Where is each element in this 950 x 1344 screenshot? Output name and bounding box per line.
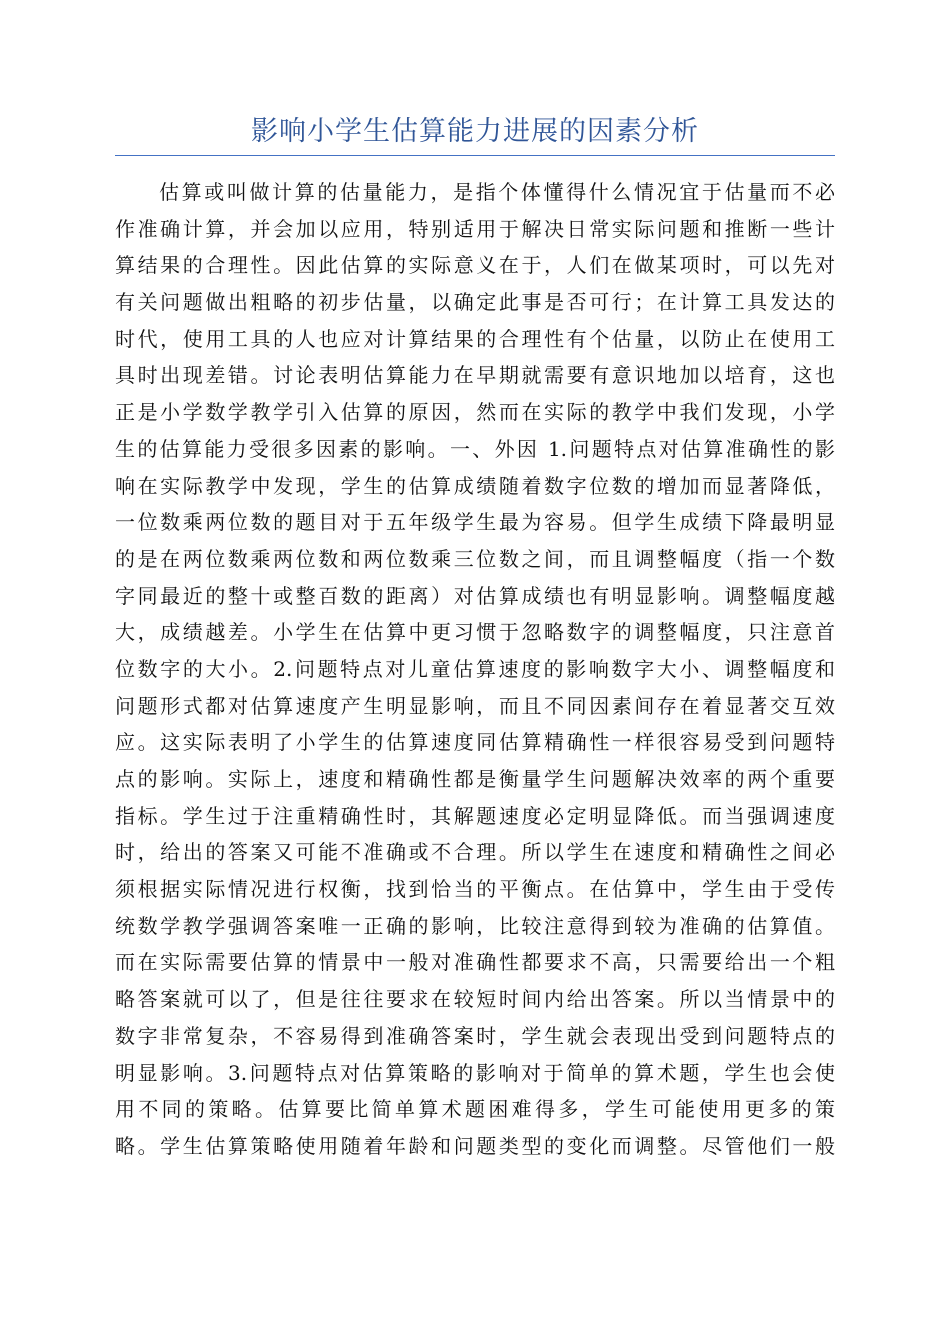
body-line: 生的估算能力受很多因素的影响。一、外因 1.问题特点对估算准确性的影 bbox=[115, 436, 835, 461]
body-line: 时代，使用工具的人也应对计算结果的合理性有个估量，以防止在使用工 bbox=[115, 326, 835, 351]
body-line: 算结果的合理性。因此估算的实际意义在于，人们在做某项时，可以先对 bbox=[115, 253, 835, 278]
body-line: 大，成绩越差。小学生在估算中更习惯于忽略数字的调整幅度，只注意首 bbox=[115, 620, 835, 645]
title-underline bbox=[115, 155, 835, 156]
body-line: 数字非常复杂，不容易得到准确答案时，学生就会表现出受到问题特点的 bbox=[115, 1023, 835, 1048]
body-line: 有关问题做出粗略的初步估量，以确定此事是否可行；在计算工具发达的 bbox=[115, 290, 835, 315]
body-line: 略。学生估算策略使用随着年龄和问题类型的变化而调整。尽管他们一般 bbox=[115, 1133, 835, 1158]
body-line: 明显影响。3.问题特点对估算策略的影响对于简单的算术题，学生也会使 bbox=[115, 1060, 835, 1085]
body-line: 点的影响。实际上，速度和精确性都是衡量学生问题解决效率的两个重要 bbox=[115, 767, 835, 791]
body-line: 指标。学生过于注重精确性时，其解题速度必定明显降低。而当强调速度 bbox=[115, 803, 835, 828]
body-line: 应。这实际表明了小学生的估算速度同估算精确性一样很容易受到问题特 bbox=[115, 730, 835, 755]
body-line: 略答案就可以了，但是往往要求在较短时间内给出答案。所以当情景中的 bbox=[115, 987, 835, 1012]
body-line: 须根据实际情况进行权衡，找到恰当的平衡点。在估算中，学生由于受传 bbox=[115, 877, 835, 902]
body-line: 统数学教学强调答案唯一正确的影响，比较注意得到较为准确的估算值。 bbox=[115, 913, 835, 938]
body-line: 而在实际需要估算的情景中一般对准确性都要求不高，只需要给出一个粗 bbox=[115, 950, 835, 975]
body-line: 问题形式都对估算速度产生明显影响，而且不同因素间存在着显著交互效 bbox=[115, 693, 835, 718]
body-line: 作准确计算，并会加以应用，特别适用于解决日常实际问题和推断一些计 bbox=[115, 216, 835, 241]
body-line: 位数字的大小。2.问题特点对儿童估算速度的影响数字大小、调整幅度和 bbox=[115, 656, 835, 681]
body-line: 一位数乘两位数的题目对于五年级学生最为容易。但学生成绩下降最明显 bbox=[115, 510, 835, 535]
body-line: 字同最近的整十或整百数的距离）对估算成绩也有明显影响。调整幅度越 bbox=[115, 583, 835, 608]
body-line: 响在实际教学中发现，学生的估算成绩随着数字位数的增加而显著降低， bbox=[115, 473, 835, 498]
body-line: 时，给出的答案又可能不准确或不合理。所以学生在速度和精确性之间必 bbox=[115, 840, 835, 865]
body-line: 具时出现差错。讨论表明估算能力在早期就需要有意识地加以培育，这也 bbox=[115, 363, 835, 388]
document-title: 影响小学生估算能力进展的因素分析 bbox=[251, 116, 699, 147]
body-paragraph bbox=[115, 174, 835, 1165]
body-line: 估算或叫做计算的估量能力，是指个体懂得什么情况宜于估量而不必 bbox=[159, 180, 835, 204]
body-line: 的是在两位数乘两位数和两位数乘三位数之间，而且调整幅度（指一个数 bbox=[115, 546, 835, 571]
body-line: 用不同的策略。估算要比简单算术题困难得多，学生可能使用更多的策 bbox=[115, 1097, 835, 1122]
body-line: 正是小学数学教学引入估算的原因，然而在实际的教学中我们发现，小学 bbox=[115, 400, 835, 425]
